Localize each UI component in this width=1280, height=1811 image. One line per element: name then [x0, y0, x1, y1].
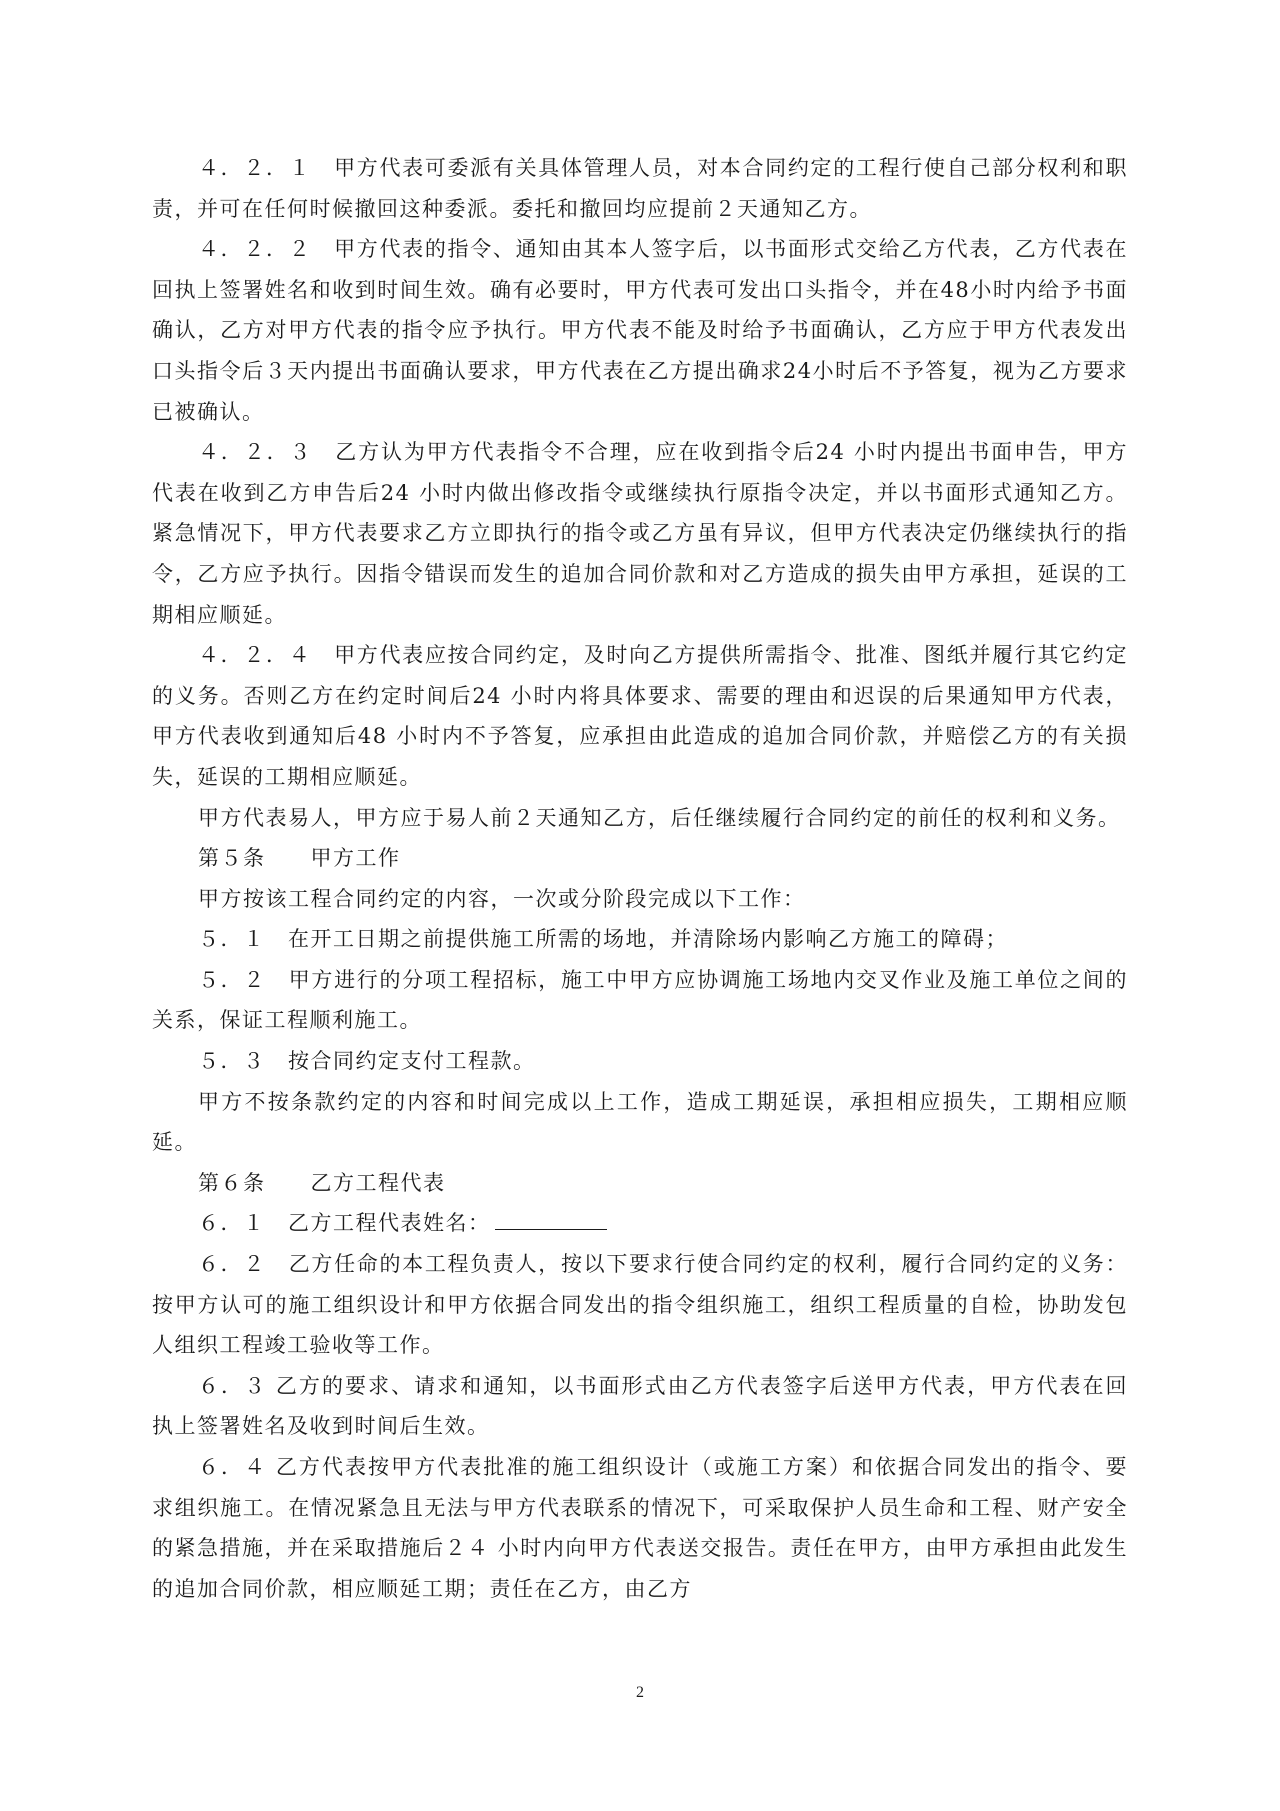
clause-4-2-3: ４．２．３ 乙方认为甲方代表指令不合理，应在收到指令后24 小时内提出书面申告，甲方代表在收到乙方申告后24 小时内做出修改指令或继续执行原指令决定，并以书面形式通知乙方。紧急情况下，甲方代表要求乙方立即执行的指令或乙方虽有异议，但甲方代表决定仍继续执行的指令，乙方应予执行。因指令错误而发生的追加合同价款和对乙方造成的损失由甲方承担，延误的工期相应顺延。	[152, 440, 1128, 627]
clause-4-2-2: ４．２．２ 甲方代表的指令、通知由其本人签字后，以书面形式交给乙方代表，乙方代表在回执上签署姓名和收到时间生效。确有必要时，甲方代表可发出口头指令，并在48小时内给予书面确认，乙方对甲方代表的指令应予执行。甲方代表不能及时给予书面确认，乙方应于甲方代表发出口头指令后３天内提出书面确认要求，甲方代表在乙方提出确求24小时后不予答复，视为乙方要求已被确认。	[152, 237, 1128, 424]
rep-name-blank-line	[495, 1207, 607, 1230]
rep-name-label: ６．１ 乙方工程代表姓名：	[198, 1211, 491, 1236]
clause-5-3: ５．３ 按合同约定支付工程款。	[198, 1049, 536, 1074]
page-number: 2	[636, 1684, 644, 1701]
clause-5-1: ５．１ 在开工日期之前提供施工所需的场地，并清除场内影响乙方施工的障碍；	[198, 927, 1008, 952]
clause-6-3: ６．３ 乙方的要求、请求和通知，以书面形式由乙方代表签字后送甲方代表，甲方代表在回执上签署姓名及收到时间后生效。	[152, 1373, 1128, 1439]
clause-6-2: ６．２ 乙方任命的本工程负责人，按以下要求行使合同约定的权利，履行合同约定的义务：按甲方认可的施工组织设计和甲方依据合同发出的指令组织施工，组织工程质量的自检，协助发包人组织工程竣工验收等工作。	[152, 1252, 1128, 1358]
clause-5-2: ５．２ 甲方进行的分项工程招标，施工中甲方应协调施工场地内交叉作业及施工单位之间的关系，保证工程顺利施工。	[152, 967, 1128, 1033]
clause-6-4: ６．４ 乙方代表按甲方代表批准的施工组织设计（或施工方案）和依据合同发出的指令、要求组织施工。在情况紧急且无法与甲方代表联系的情况下，可采取保护人员生命和工程、财产安全的紧急措施，并在采取措施后２４ 小时内向甲方代表送交报告。责任在甲方，由甲方承担由此发生的追加合同价款，相应顺延工期；责任在乙方，由乙方	[152, 1455, 1128, 1601]
clause-4-2-1: ４．２．１ 甲方代表可委派有关具体管理人员，对本合同约定的工程行使自己部分权利和职责，并可在任何时候撤回这种委派。委托和撤回均应提前２天通知乙方。	[152, 156, 1128, 221]
clause-4-2-4: ４．２．４ 甲方代表应按合同约定，及时向乙方提供所需指令、批准、图纸并履行其它约定的义务。否则乙方在约定时间后24 小时内将具体要求、需要的理由和迟误的后果通知甲方代表，甲方代表收到通知后48 小时内不予答复，应承担由此造成的追加合同价款，并赔偿乙方的有关损失，延误的工期相应顺延。	[152, 643, 1128, 789]
representative-change-paragraph: 甲方代表易人，甲方应于易人前２天通知乙方，后任继续履行合同约定的前任的权利和义务。	[198, 805, 1121, 830]
article-5-penalty: 甲方不按条款约定的内容和时间完成以上工作，造成工期延误，承担相应损失，工期相应顺延。	[152, 1089, 1128, 1155]
clause-6-1	[152, 1203, 1128, 1244]
document-body	[152, 148, 1128, 1609]
article-5-intro: 甲方按该工程合同约定的内容，一次或分阶段完成以下工作：	[198, 886, 806, 911]
article-6-heading: 第６条 乙方工程代表	[198, 1170, 446, 1195]
article-5-heading: 第５条 甲方工作	[198, 846, 401, 871]
